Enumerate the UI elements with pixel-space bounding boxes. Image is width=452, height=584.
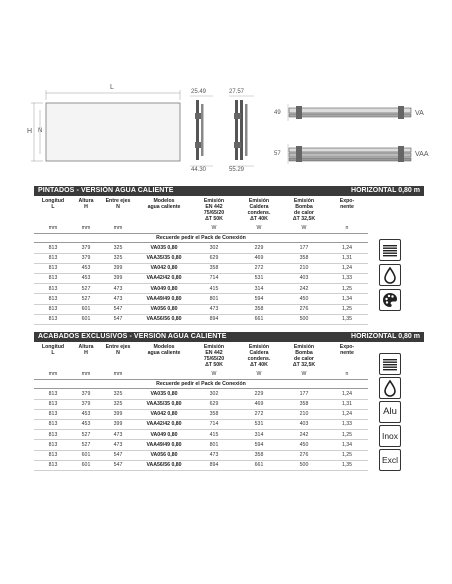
column-header — [136, 344, 192, 368]
va-model-label: VA — [415, 110, 424, 117]
column-header — [34, 198, 72, 222]
water-drop-icon — [379, 377, 401, 399]
column-header-line: Emisión — [203, 198, 225, 204]
value-cell: 229 — [236, 243, 282, 253]
excl-badge-icon — [379, 449, 401, 471]
value-cell: 813 — [34, 409, 72, 419]
column-header-line: ΔT 40K — [250, 362, 268, 369]
unit-cell: n — [326, 222, 368, 234]
section-header-exclusive — [34, 332, 424, 342]
column-header-line: ΔT 40K — [250, 216, 268, 223]
column-header-line: Altura — [78, 344, 94, 350]
bracket-view-va — [288, 104, 411, 121]
value-cell: 358 — [282, 253, 326, 263]
column-header-line: Altura — [78, 198, 94, 204]
value-cell: 1,33 — [326, 273, 368, 283]
value-cell: 547 — [100, 314, 136, 324]
value-cell: 813 — [34, 389, 72, 399]
column-header — [282, 198, 326, 222]
value-cell: 527 — [72, 440, 100, 450]
table-row — [34, 409, 368, 419]
column-header-line: Expo- — [339, 198, 355, 204]
value-cell: 415 — [192, 284, 236, 294]
column-header-line: Longitud — [41, 198, 65, 204]
value-cell: 547 — [100, 450, 136, 460]
value-cell: 1,24 — [326, 389, 368, 399]
dimension-drawing — [0, 0, 452, 170]
table-row — [34, 253, 368, 263]
value-cell: 813 — [34, 253, 72, 263]
model-cell: VA049 0,80 — [136, 430, 192, 440]
value-cell: 358 — [236, 450, 282, 460]
value-cell: 453 — [72, 273, 100, 283]
table-row — [34, 399, 368, 409]
side-profile-double — [235, 100, 238, 160]
column-header-line: Entre ejes — [105, 198, 131, 204]
excl-badge-label: Excl — [381, 455, 399, 465]
column-header — [72, 198, 100, 222]
value-cell: 453 — [72, 263, 100, 273]
value-cell: 1,33 — [326, 419, 368, 429]
column-header — [34, 344, 72, 368]
column-header-line: Emisión — [293, 344, 315, 350]
unit-cell: mm — [72, 368, 100, 380]
column-header-line: condens. — [247, 210, 271, 217]
column-header — [136, 198, 192, 222]
value-cell: 276 — [282, 304, 326, 314]
column-header-line: condens. — [247, 356, 271, 363]
value-cell: 325 — [100, 389, 136, 399]
value-cell: 629 — [192, 399, 236, 409]
value-cell: 813 — [34, 419, 72, 429]
units-row — [34, 222, 368, 234]
value-cell: 527 — [72, 294, 100, 304]
value-cell: 594 — [236, 440, 282, 450]
value-cell: 1,25 — [326, 304, 368, 314]
column-header — [282, 344, 326, 368]
model-cell: VAA35/35 0,80 — [136, 399, 192, 409]
value-cell: 325 — [100, 243, 136, 253]
value-cell: 399 — [100, 409, 136, 419]
side2-top-dim: 27.57 — [229, 89, 245, 95]
column-header — [72, 344, 100, 368]
model-cell: VAA42/42 0,80 — [136, 419, 192, 429]
value-cell: 379 — [72, 253, 100, 263]
value-cell: 379 — [72, 389, 100, 399]
unit-cell: mm — [34, 222, 72, 234]
column-header — [326, 198, 368, 222]
value-cell: 661 — [236, 314, 282, 324]
value-cell: 1,25 — [326, 284, 368, 294]
value-cell: 358 — [192, 409, 236, 419]
value-cell: 1,31 — [326, 253, 368, 263]
model-cell: VA056 0,80 — [136, 450, 192, 460]
model-cell: VA056 0,80 — [136, 304, 192, 314]
value-cell: 1,24 — [326, 409, 368, 419]
unit-cell — [136, 368, 192, 380]
value-cell: 527 — [72, 284, 100, 294]
value-cell: 272 — [236, 263, 282, 273]
table-row — [34, 294, 368, 304]
value-cell: 473 — [100, 284, 136, 294]
unit-cell: W — [282, 368, 326, 380]
section-header-painted — [34, 186, 424, 196]
value-cell: 813 — [34, 273, 72, 283]
connection-pack-note: Recuerde pedir el Pack de Conexión — [34, 234, 368, 243]
value-cell: 450 — [282, 294, 326, 304]
section-orientation: HORIZONTAL 0,80 m — [351, 333, 420, 340]
column-header-line: de calor — [294, 356, 314, 363]
side1-top-dim: 25.49 — [191, 89, 207, 95]
value-cell: 801 — [192, 294, 236, 304]
column-header-line: ΔT 50K — [205, 362, 223, 369]
value-cell: 358 — [282, 399, 326, 409]
column-header-line: Emisión — [203, 344, 225, 350]
value-cell: 325 — [100, 399, 136, 409]
value-cell: 302 — [192, 243, 236, 253]
header-row — [34, 198, 368, 222]
value-cell: 813 — [34, 243, 72, 253]
value-cell: 379 — [72, 243, 100, 253]
value-cell: 601 — [72, 304, 100, 314]
column-header — [236, 344, 282, 368]
height-label: H — [27, 128, 33, 135]
side2-bottom-dim: 55.29 — [229, 167, 245, 173]
side1-bottom-dim: 44.30 — [191, 167, 207, 173]
axis-label: N — [38, 128, 43, 134]
value-cell: 813 — [34, 450, 72, 460]
value-cell: 531 — [236, 419, 282, 429]
value-cell: 1,24 — [326, 243, 368, 253]
column-header-line: agua caliente — [147, 350, 181, 357]
value-cell: 894 — [192, 314, 236, 324]
column-header-line: ΔT 32,5K — [292, 362, 316, 369]
column-header-line: Expo- — [339, 344, 355, 350]
value-cell: 314 — [236, 284, 282, 294]
column-header-line: de calor — [294, 210, 314, 217]
model-cell: VAA49/49 0,80 — [136, 440, 192, 450]
model-cell: VAA49/49 0,80 — [136, 294, 192, 304]
column-header-line: ΔT 32,5K — [292, 216, 316, 223]
table-row — [34, 284, 368, 294]
column-header — [100, 198, 136, 222]
table-row — [34, 304, 368, 314]
unit-cell: W — [192, 222, 236, 234]
spec-table-painted — [34, 198, 368, 325]
value-cell: 276 — [282, 450, 326, 460]
unit-cell: W — [236, 222, 282, 234]
value-cell: 229 — [236, 389, 282, 399]
column-header-line: H — [84, 204, 88, 211]
unit-cell: mm — [72, 222, 100, 234]
value-cell: 500 — [282, 314, 326, 324]
value-cell: 453 — [72, 419, 100, 429]
unit-cell: mm — [100, 222, 136, 234]
value-cell: 177 — [282, 243, 326, 253]
value-cell: 473 — [192, 304, 236, 314]
model-cell: VAA35/35 0,80 — [136, 253, 192, 263]
column-header — [192, 344, 236, 368]
table-row — [34, 440, 368, 450]
value-cell: 399 — [100, 419, 136, 429]
column-header-line: N — [116, 204, 120, 211]
value-cell: 325 — [100, 253, 136, 263]
model-cell: VAA56/56 0,80 — [136, 460, 192, 470]
column-header-line: nente — [340, 350, 354, 357]
value-cell: 272 — [236, 409, 282, 419]
model-cell: VAA42/42 0,80 — [136, 273, 192, 283]
value-cell: 813 — [34, 263, 72, 273]
model-cell: VA035 0,80 — [136, 243, 192, 253]
table-row — [34, 430, 368, 440]
table-row — [34, 389, 368, 399]
value-cell: 469 — [236, 253, 282, 263]
table-row — [34, 450, 368, 460]
value-cell: 1,34 — [326, 294, 368, 304]
column-header-line: agua caliente — [147, 204, 181, 211]
value-cell: 473 — [100, 430, 136, 440]
value-cell: 813 — [34, 284, 72, 294]
column-header-line: Bomba — [295, 350, 313, 357]
column-header-line: Modelos — [153, 344, 175, 350]
model-cell: VA049 0,80 — [136, 284, 192, 294]
column-header-line: nente — [340, 204, 354, 211]
value-cell: 210 — [282, 263, 326, 273]
value-cell: 601 — [72, 450, 100, 460]
length-label: L — [110, 84, 114, 91]
value-cell: 813 — [34, 430, 72, 440]
column-header-line: Emisión — [293, 198, 315, 204]
value-cell: 473 — [100, 440, 136, 450]
value-cell: 1,31 — [326, 399, 368, 409]
spec-table-exclusive — [34, 344, 368, 471]
column-header — [236, 198, 282, 222]
model-cell: VAA56/56 0,80 — [136, 314, 192, 324]
table-row — [34, 263, 368, 273]
value-cell: 399 — [100, 263, 136, 273]
value-cell: 1,35 — [326, 314, 368, 324]
model-cell: VA042 0,80 — [136, 263, 192, 273]
column-header-line: Entre ejes — [105, 344, 131, 350]
table-row — [34, 243, 368, 253]
header-row — [34, 344, 368, 368]
value-cell: 415 — [192, 430, 236, 440]
value-cell: 473 — [192, 450, 236, 460]
value-cell: 813 — [34, 440, 72, 450]
unit-cell: mm — [34, 368, 72, 380]
unit-cell: W — [236, 368, 282, 380]
section-title: PINTADOS - VERSIÓN AGUA CALIENTE — [38, 187, 174, 194]
table-row — [34, 460, 368, 470]
table-row — [34, 419, 368, 429]
model-cell: VA042 0,80 — [136, 409, 192, 419]
column-header-line: Emisión — [248, 344, 270, 350]
inox-badge-icon — [379, 425, 401, 447]
column-header-line: 75/65/20 — [203, 210, 225, 217]
column-header — [326, 344, 368, 368]
value-cell: 500 — [282, 460, 326, 470]
value-cell: 399 — [100, 273, 136, 283]
value-cell: 813 — [34, 314, 72, 324]
value-cell: 1,34 — [326, 440, 368, 450]
vaa-depth-label: 57 — [274, 151, 281, 157]
value-cell: 314 — [236, 430, 282, 440]
value-cell: 403 — [282, 419, 326, 429]
value-cell: 177 — [282, 389, 326, 399]
value-cell: 601 — [72, 460, 100, 470]
value-cell: 1,24 — [326, 263, 368, 273]
section-orientation: HORIZONTAL 0,80 m — [351, 187, 420, 194]
value-cell: 714 — [192, 419, 236, 429]
value-cell: 242 — [282, 284, 326, 294]
column-header-line: L — [51, 350, 55, 357]
column-header-line: Longitud — [41, 344, 65, 350]
column-header-line: Modelos — [153, 198, 175, 204]
radiator-front-view — [46, 103, 180, 161]
model-cell: VA035 0,80 — [136, 389, 192, 399]
column-header-line: Emisión — [248, 198, 270, 204]
side-profile-single — [196, 100, 199, 160]
column-header — [100, 344, 136, 368]
connection-pack-note: Recuerde pedir el Pack de Conexión — [34, 380, 368, 389]
value-cell: 547 — [100, 304, 136, 314]
section-title: ACABADOS EXCLUSIVOS - VERSIÓN AGUA CALIENTE — [38, 333, 227, 340]
value-cell: 813 — [34, 399, 72, 409]
value-cell: 714 — [192, 273, 236, 283]
table-row — [34, 273, 368, 283]
value-cell: 813 — [34, 304, 72, 314]
value-cell: 594 — [236, 294, 282, 304]
value-cell: 242 — [282, 430, 326, 440]
value-cell: 1,25 — [326, 450, 368, 460]
value-cell: 1,25 — [326, 430, 368, 440]
value-cell: 469 — [236, 399, 282, 409]
bracket-view-vaa — [288, 144, 411, 164]
value-cell: 531 — [236, 273, 282, 283]
unit-cell: n — [326, 368, 368, 380]
value-cell: 547 — [100, 460, 136, 470]
value-cell: 801 — [192, 440, 236, 450]
column-header-line: 75/65/20 — [203, 356, 225, 363]
unit-cell: W — [192, 368, 236, 380]
column-header-line: EN 442 — [205, 350, 223, 357]
column-header-line: L — [51, 204, 55, 211]
table-row — [34, 314, 368, 324]
value-cell: 527 — [72, 430, 100, 440]
value-cell: 379 — [72, 399, 100, 409]
value-cell: 403 — [282, 273, 326, 283]
value-cell: 813 — [34, 294, 72, 304]
value-cell: 302 — [192, 389, 236, 399]
alu-badge-label: Alu — [383, 406, 397, 417]
value-cell: 450 — [282, 440, 326, 450]
column-header-line: ΔT 50K — [205, 216, 223, 223]
column-header-line: Caldera — [249, 204, 269, 211]
value-cell: 453 — [72, 409, 100, 419]
unit-cell: mm — [100, 368, 136, 380]
value-cell: 210 — [282, 409, 326, 419]
unit-cell — [136, 222, 192, 234]
value-cell: 661 — [236, 460, 282, 470]
alu-badge-icon — [379, 401, 401, 423]
value-cell: 601 — [72, 314, 100, 324]
water-drop-icon — [379, 264, 401, 286]
column-header-line: Caldera — [249, 350, 269, 357]
value-cell: 1,35 — [326, 460, 368, 470]
units-row — [34, 368, 368, 380]
value-cell: 358 — [192, 263, 236, 273]
value-cell: 894 — [192, 460, 236, 470]
value-cell: 629 — [192, 253, 236, 263]
column-header — [192, 198, 236, 222]
value-cell: 358 — [236, 304, 282, 314]
value-cell: 813 — [34, 460, 72, 470]
column-header-line: EN 442 — [205, 204, 223, 211]
column-header-line: Bomba — [295, 204, 313, 211]
paint-palette-icon — [379, 289, 401, 311]
vaa-model-label: VAA — [415, 151, 429, 158]
inox-badge-label: Inox — [381, 431, 399, 441]
column-header-line: N — [116, 350, 120, 357]
column-header-line: H — [84, 350, 88, 357]
radiator-stripes-icon — [379, 239, 401, 261]
value-cell: 473 — [100, 294, 136, 304]
va-depth-label: 49 — [274, 110, 281, 116]
radiator-stripes-icon — [379, 353, 401, 375]
unit-cell: W — [282, 222, 326, 234]
